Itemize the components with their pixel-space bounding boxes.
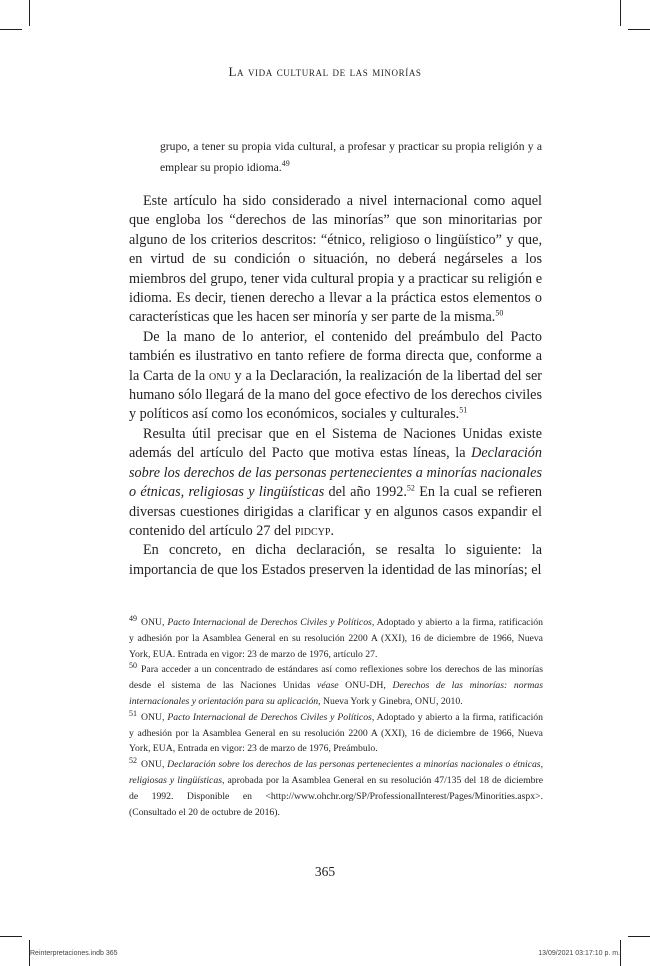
- footnote-text: , Adoptado y abierto a la firma, ratificación y adhesión por la Asamblea General en su resolución 2200 A (XXI), 16 de diciembre de 1966, Nueva York, EUA. Entrada en vigor: 23 de marzo de 1976, artículo 27.: [129, 617, 543, 660]
- paragraph-text: Este artículo ha sido considerado a nivel internacional como aquel que engloba los “derechos de las minorías” que son minoritarias por alguno de los criterios descritos: “étnico, religioso o lingüístico” y que, en virtud de su condición o situación, no deberá negárseles a los miembros del grupo, tener vida cultural propia y a practicar su religión e idioma. Es decir, tienen derecho a llevar a la práctica estos elementos o características que les hacen ser minoría y ser parte de la misma.: [129, 193, 542, 326]
- quote-text: grupo, a tener su propia vida cultural, a profesar y practicar su propia religión y a emplear su propio idioma.: [160, 140, 542, 174]
- footnote-text: ONU,: [141, 617, 168, 628]
- block-quote: [160, 137, 542, 178]
- paragraph-text: y a la Declaración, la realización de la libertad del ser humano sólo llegará de la mano del goce efectivo de los derechos civiles y políticos así como los económicos, sociales y culturales.: [129, 367, 542, 423]
- footnote: [129, 615, 543, 662]
- slug-timestamp: 13/09/2021 03:17:10 p. m.: [538, 950, 620, 957]
- footnote-number: 50: [129, 661, 137, 671]
- footnote-text: , Nueva York y Ginebra, ONU, 2010.: [318, 695, 463, 707]
- crop-mark: [0, 29, 22, 30]
- footnote-number: 52: [129, 755, 137, 765]
- footnote-text: ONU,: [141, 759, 168, 771]
- paragraph: [129, 328, 542, 425]
- acronym-onu: onu: [208, 367, 231, 384]
- footnote-title: Derechos de las minorías: normas internacionales y orientación para su aplicación: [129, 680, 543, 707]
- crop-mark: [628, 29, 650, 30]
- footnote-number: 51: [129, 708, 137, 718]
- crop-mark: [628, 936, 650, 937]
- footnote-ref: 51: [459, 405, 468, 415]
- footnote-title: Pacto Internacional de Derechos Civiles y Políticos: [167, 711, 372, 723]
- crop-mark: [0, 936, 22, 937]
- footnote-title: Declaración sobre los derechos de las personas pertenecientes a minorías nacionales o étnicas, religiosas y lingüísticas,: [129, 759, 543, 786]
- running-head: La vida cultural de las minorías: [228, 64, 422, 79]
- paragraph-text: .: [330, 522, 334, 539]
- paragraph-text: En concreto, en dicha declaración, se resalta lo siguiente: la importancia de que los Estados preserven la identidad de las minorías; el: [129, 542, 542, 578]
- footnote-text: ONU,: [141, 711, 168, 723]
- footnote: [129, 757, 543, 820]
- footnote-title: Pacto Internacional de Derechos Civiles y Políticos: [167, 617, 372, 628]
- paragraph: [129, 192, 542, 328]
- footnote-text: ONU-DH,: [338, 680, 393, 692]
- footnote-ref: 49: [281, 158, 290, 168]
- page-number: 365: [314, 864, 336, 879]
- paragraph-text: del año 1992.: [324, 484, 407, 501]
- footnote-text: aprobada por la Asamblea General en su resolución 47/135 del 18 de diciembre de 1992. Disponible en <http://www.ohchr.org/SP/ProfessionalInterest/Pages/Minorities.aspx>. (Consultado el 20 de octubre de 2016).: [129, 774, 544, 818]
- paragraph: [129, 541, 542, 580]
- footnotes: [129, 615, 543, 820]
- footnote-vease: véase: [317, 680, 339, 692]
- footnote-text: , Adoptado y abierto a la firma, ratificación y adhesión por la Asamblea General en su resolución 2200 A (XXI), 16 de diciembre de 1966, Nueva York, EUA, Entrada en vigor: 23 de marzo de 1976, Preámbulo.: [129, 711, 543, 755]
- crop-mark: [620, 940, 621, 966]
- footnote-ref: 52: [406, 483, 415, 493]
- declaration-title: Declaración sobre los derechos de las personas pertenecientes a minorías nacionales o étnicas, religiosas y lingüísticas: [129, 445, 542, 501]
- body-text: [129, 192, 542, 580]
- acronym-pidcyp: pidcyp: [294, 522, 331, 539]
- footnote-number: 49: [129, 613, 137, 623]
- paragraph-text: En la cual se refieren diversas cuestiones dirigidas a clarificar y en algunos casos expandir el contenido del artículo 27 del: [129, 484, 542, 539]
- crop-mark: [29, 0, 30, 26]
- crop-mark: [620, 0, 621, 26]
- footnote-ref: 50: [495, 308, 504, 318]
- footnote: [129, 662, 543, 709]
- footnote-text: Para acceder a un concentrado de estándares así como reflexiones sobre los derechos de las minorías desde el sistema de las Naciones Unidas: [129, 664, 543, 692]
- footnote: [129, 710, 543, 757]
- slug-filename: Reinterpretaciones.indb 365: [30, 950, 118, 957]
- paragraph: [129, 425, 542, 541]
- paragraph-text: De la mano de lo anterior, el contenido del preámbulo del Pacto también es ilustrativo en tanto refiere de forma directa que, conforme a la Carta de la: [129, 328, 542, 384]
- paragraph-text: Resulta útil precisar que en el Sistema de Naciones Unidas existe además del artículo del Pacto que motiva estas líneas, la: [129, 425, 542, 462]
